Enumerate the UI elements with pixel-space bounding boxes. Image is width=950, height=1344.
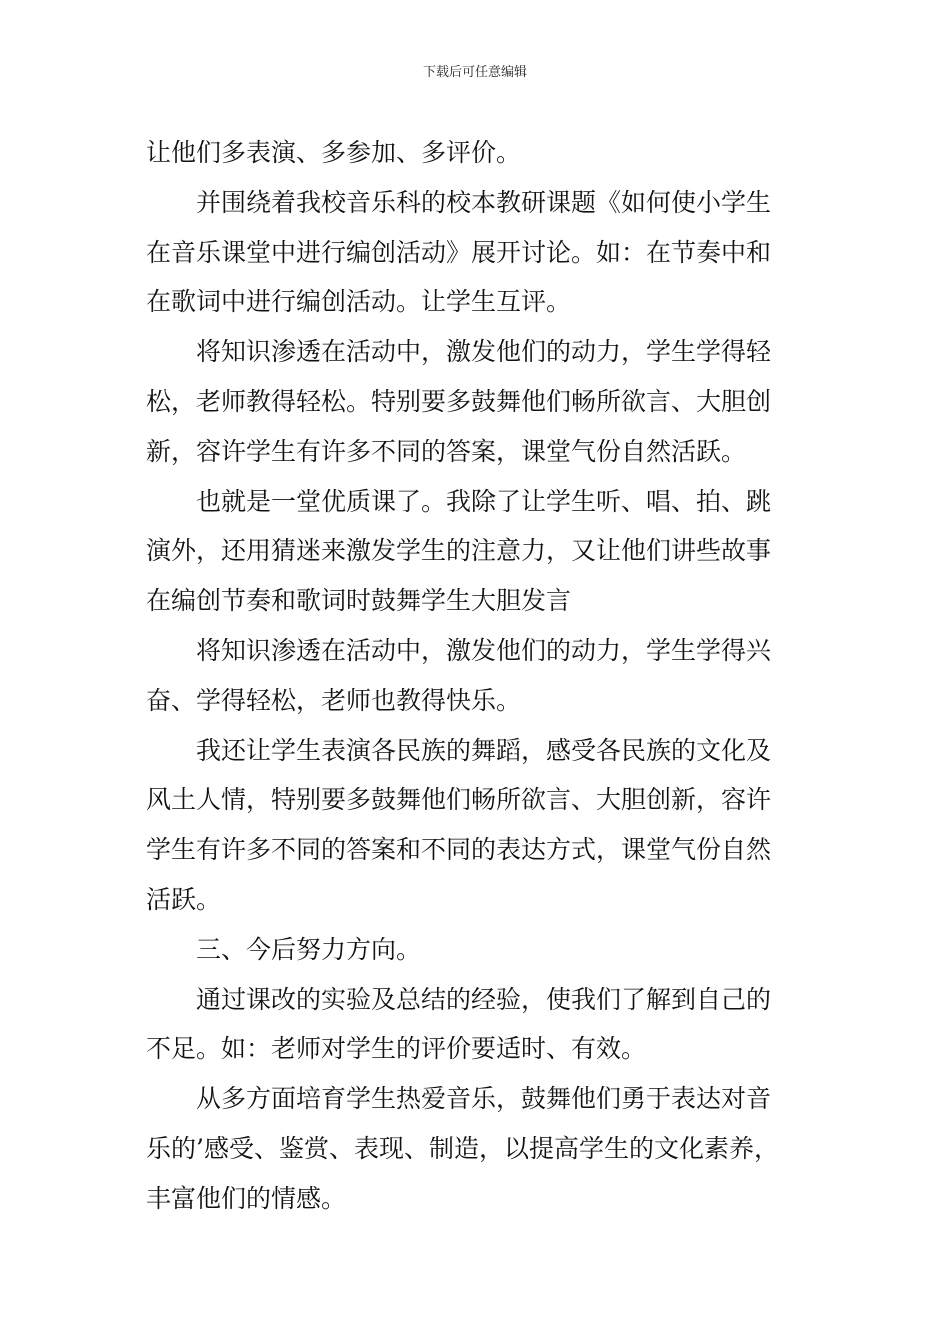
text-line: 丰富他们的情感。 [146,1183,347,1213]
text-line: 让他们多表演、多参加、多评价。 [146,138,522,167]
text-line: 松，老师教得轻松。特别要多鼓舞他们畅所欲言、大胆创 [146,386,772,416]
section-heading: 三、今后努力方向。 [196,934,422,964]
text-line: 活跃。 [146,884,222,914]
text-line: 新，容许学生有许多不同的答案，课堂气份自然活跃。 [146,436,747,466]
text-line: 从多方面培育学生热爱音乐，鼓舞他们勇于表达对音 [196,1084,772,1114]
text-line: 不足。如：老师对学生的评价要适时、有效。 [146,1034,647,1064]
text-line: 在歌词中进行编创活动。让学生互评。 [146,287,572,317]
page-header: 下载后可任意编辑 [422,65,527,80]
text-line: 学生有许多不同的答案和不同的表达方式，课堂气份自然 [146,835,772,865]
document-body [146,128,808,1224]
text-line: 也就是一堂优质课了。我除了让学生听、唱、拍、跳 [196,486,772,516]
text-line: 将知识渗透在活动中，激发他们的动力，学生学得轻 [196,337,772,367]
text-line: 将知识渗透在活动中，激发他们的动力，学生学得兴 [196,635,772,665]
text-line: 奋、学得轻松，老师也教得快乐。 [146,685,522,715]
text-line: 乐的’感受、鉴赏、表现、制造，以提高学生的文化素养， [146,1133,779,1163]
text-line: 在编创节奏和歌词时鼓舞学生大胆发言 [146,586,572,616]
text-line: 在音乐课堂中进行编创活动》展开讨论。如：在节奏中和 [146,237,772,267]
text-line: 风土人情，特别要多鼓舞他们畅所欲言、大胆创新，容许 [146,785,772,815]
text-line: 通过课改的实验及总结的经验，使我们了解到自己的 [196,984,772,1014]
text-line: 并围绕着我校音乐科的校本教研课题《如何使小学生 [196,187,772,217]
text-line: 我还让学生表演各民族的舞蹈，感受各民族的文化及 [196,735,772,765]
text-line: 演外，还用猜迷来激发学生的注意力，又让他们讲些故事 [146,536,772,566]
